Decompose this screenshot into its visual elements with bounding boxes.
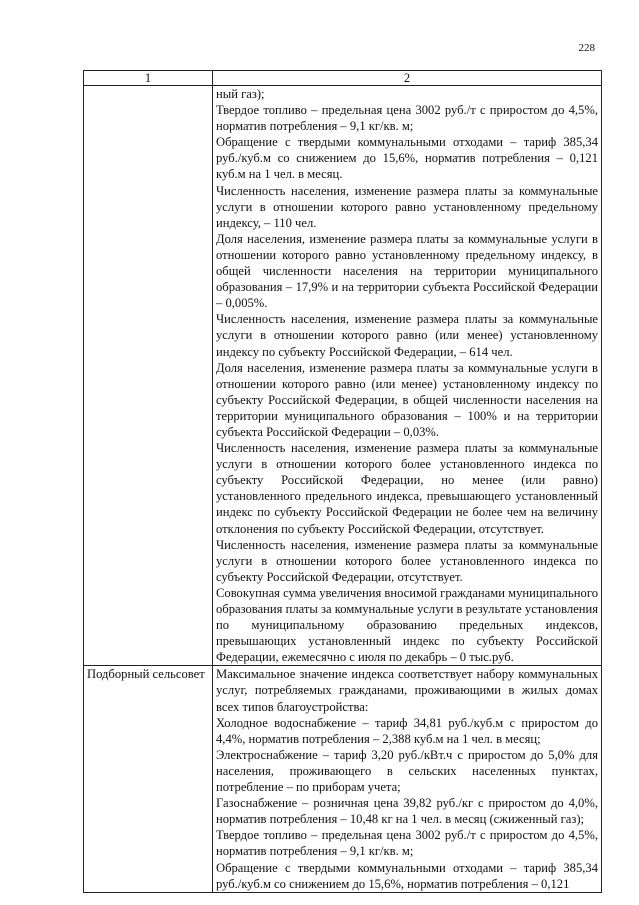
- paragraph: Холодное водоснабжение – тариф 34,81 руб./куб.м с приростом до 4,4%, норматив потребления – 2,388 куб.м на 1 чел. в месяц;: [216, 715, 598, 746]
- description-cell: [213, 86, 602, 666]
- description-cell: [213, 666, 602, 892]
- paragraph: Обращение с твердыми коммунальными отходами – тариф 385,34 руб./куб.м со снижением до 15,6%, норматив потребления – 0,121 куб.м на 1 чел. в месяц.: [216, 135, 598, 182]
- column-header-1: 1: [84, 71, 213, 86]
- paragraph: Доля населения, изменение размера платы за коммунальные услуги в отношении которого равно (или менее) установленному индексу по субъекту Российской Федерации, в общей численности населения на территории муниципального образования – 100% и на территории субъекта Российской Федерации – 0,03%.: [216, 360, 598, 439]
- paragraph: Максимальное значение индекса соответствует набору коммунальных услуг, потребляемых гражданами, проживающими в жилых домах всех типов благоустройства:: [216, 667, 598, 714]
- page-number: 228: [578, 42, 595, 54]
- paragraph: Твердое топливо – предельная цена 3002 руб./т с приростом до 4,5%, норматив потребления – 9,1 кг/кв. м;: [216, 103, 598, 134]
- paragraph: ный газ);: [216, 87, 265, 101]
- table-row: [84, 86, 602, 666]
- municipality-name-cell: [84, 86, 213, 666]
- paragraph: Численность населения, изменение размера платы за коммунальные услуги в отношении которого более установленного индекса по субъекту Российской Федерации, но менее (или равно) установленного предельного индекса, превышающего установленный индекс по субъекту Российской Федерации не более чем на величину отклонения по субъекту Российской Федерации, отсутствует.: [216, 441, 598, 536]
- paragraph: Численность населения, изменение размера платы за коммунальные услуги в отношении которого более установленного индекса по субъекту Российской Федерации, отсутствует.: [216, 537, 598, 584]
- paragraph: Численность населения, изменение размера платы за коммунальные услуги в отношении которого равно (или менее) установленному индексу по субъекту Российской Федерации, – 614 чел.: [216, 312, 598, 359]
- paragraph: Твердое топливо – предельная цена 3002 руб./т с приростом до 4,5%, норматив потребления – 9,1 кг/кв. м;: [216, 828, 598, 859]
- paragraph: Газоснабжение – розничная цена 39,82 руб./кг с приростом до 4,0%, норматив потребления – 10,48 кг на 1 чел. в месяц (сжиженный газ);: [216, 796, 598, 827]
- municipality-name-cell: Подборный сельсовет: [84, 666, 213, 892]
- paragraph: Численность населения, изменение размера платы за коммунальные услуги в отношении которого равно установленному предельному индексу, – 110 чел.: [216, 183, 598, 230]
- column-header-2: 2: [213, 71, 602, 86]
- paragraph: Обращение с твердыми коммунальными отходами – тариф 385,34 руб./куб.м со снижением до 15,6%, норматив потребления – 0,121: [216, 860, 598, 891]
- paragraph: Совокупная сумма увеличения вносимой гражданами муниципального образования платы за коммунальные услуги в результате установления по муниципальному образованию предельных индексов, превышающих установленный индекс по субъекту Российской Федерации, ежемесячно с июля по декабрь – 0 тыс.руб.: [216, 585, 598, 665]
- document-table: [83, 70, 602, 893]
- paragraph: Доля населения, изменение размера платы за коммунальные услуги в отношении которого равно установленному предельному индексу, в общей численности населения на территории муниципального образования – 17,9% и на территории субъекта Российской Федерации – 0,005%.: [216, 231, 598, 311]
- table-row: [84, 666, 602, 892]
- paragraph: Электроснабжение – тариф 3,20 руб./кВт.ч с приростом до 5,0% для населения, проживающего в сельских населенных пунктах, потребление – по приборам учета;: [216, 747, 598, 795]
- table-header-row: [84, 71, 602, 86]
